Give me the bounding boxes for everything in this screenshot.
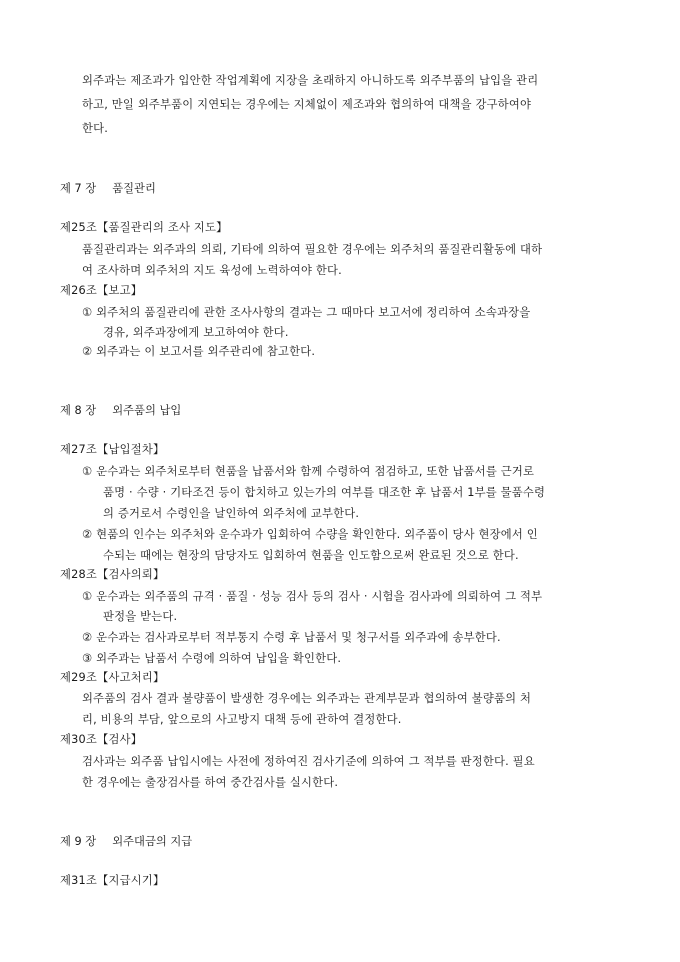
chapter-number: 제 8 장 bbox=[60, 404, 97, 417]
chapter-title: 품질관리 bbox=[112, 182, 156, 195]
article-29-line-2: 리, 비용의 부담, 앞으로의 사고방지 대책 등에 관하여 결정한다. bbox=[82, 713, 402, 726]
article-28-item-2: ② 운수과는 검사과로부터 적부통지 수령 후 납품서 및 청구서를 외주과에 송부한다. bbox=[82, 631, 501, 644]
chapter-8-heading bbox=[60, 403, 181, 419]
chapter-9-heading bbox=[60, 834, 192, 850]
article-25-line-1: 품질관리과는 외주과의 의뢰, 기타에 의하여 필요한 경우에는 외주처의 품질관리활동에 대하 bbox=[82, 243, 543, 256]
article-27-item-1-line-1: ① 운수과는 외주처로부터 현품을 납품서와 함께 수령하여 점검하고, 또한 납품서를 근거로 bbox=[82, 465, 535, 478]
article-27-item-2-line-2: 수되는 때에는 현장의 담당자도 입회하여 현품을 인도함으로써 완료된 것으로 한다. bbox=[103, 549, 519, 562]
article-26-item-1-line-1: ① 외주처의 품질관리에 관한 조사사항의 결과는 그 때마다 보고서에 정리하여 소속과장을 bbox=[82, 306, 531, 319]
article-28-item-3: ③ 외주과는 납품서 수령에 의하여 납입을 확인한다. bbox=[82, 652, 342, 665]
chapter-title: 외주품의 납입 bbox=[112, 404, 182, 417]
article-28-title: 제28조【검사의뢰】 bbox=[60, 568, 165, 581]
article-26-title: 제26조【보고】 bbox=[60, 284, 143, 297]
chapter-title: 외주대금의 지급 bbox=[112, 835, 193, 848]
article-28-item-1-line-2: 판정을 받는다. bbox=[103, 610, 178, 623]
article-27-item-1-line-3: 의 증거로서 수령인을 날인하여 외주처에 교부한다. bbox=[103, 507, 360, 520]
article-30-line-2: 한 경우에는 출장검사를 하여 중간검사를 실시한다. bbox=[82, 776, 339, 789]
article-31-title: 제31조【지급시기】 bbox=[60, 874, 165, 887]
article-25-title: 제25조【품질관리의 조사 지도】 bbox=[60, 221, 228, 234]
intro-line-2: 하고, 만일 외주부품이 지연되는 경우에는 지체없이 제조과와 협의하여 대책을 강구하여야 bbox=[82, 98, 532, 111]
article-28-item-1-line-1: ① 운수과는 외주품의 규격 · 품질 · 성능 검사 등의 검사 · 시험을 검사과에 의뢰하여 그 적부 bbox=[82, 590, 543, 603]
chapter-number: 제 9 장 bbox=[60, 835, 97, 848]
chapter-7-heading bbox=[60, 181, 156, 197]
article-25-line-2: 여 조사하며 외주처의 지도 육성에 노력하여야 한다. bbox=[82, 264, 342, 277]
article-27-item-2-line-1: ② 현품의 인수는 외주처와 운수과가 입회하여 수량을 확인한다. 외주품이 당사 현장에서 인 bbox=[82, 528, 538, 541]
article-27-title: 제27조【납입절차】 bbox=[60, 443, 165, 456]
article-26-item-2: ② 외주과는 이 보고서를 외주관리에 참고한다. bbox=[82, 345, 316, 358]
article-29-title: 제29조【사고처리】 bbox=[60, 671, 165, 684]
article-30-title: 제30조【검사】 bbox=[60, 733, 143, 746]
article-29-line-1: 외주품의 검사 결과 불량품이 발생한 경우에는 외주과는 관계부문과 협의하여 불량품의 처 bbox=[82, 692, 532, 705]
intro-line-3: 한다. bbox=[82, 122, 109, 135]
intro-line-1: 외주과는 제조과가 입안한 작업계획에 지장을 초래하지 아니하도록 외주부품의 납입을 관리 bbox=[82, 74, 539, 87]
article-27-item-1-line-2: 품명 · 수량 · 기타조건 등이 합치하고 있는가의 여부를 대조한 후 납품서 1부를 물품수령 bbox=[103, 486, 546, 499]
chapter-number: 제 7 장 bbox=[60, 182, 97, 195]
article-26-item-1-line-2: 경유, 외주과장에게 보고하여야 한다. bbox=[103, 326, 289, 339]
article-30-line-1: 검사과는 외주품 납입시에는 사전에 정하여진 검사기준에 의하여 그 적부를 판정한다. 필요 bbox=[82, 755, 535, 768]
